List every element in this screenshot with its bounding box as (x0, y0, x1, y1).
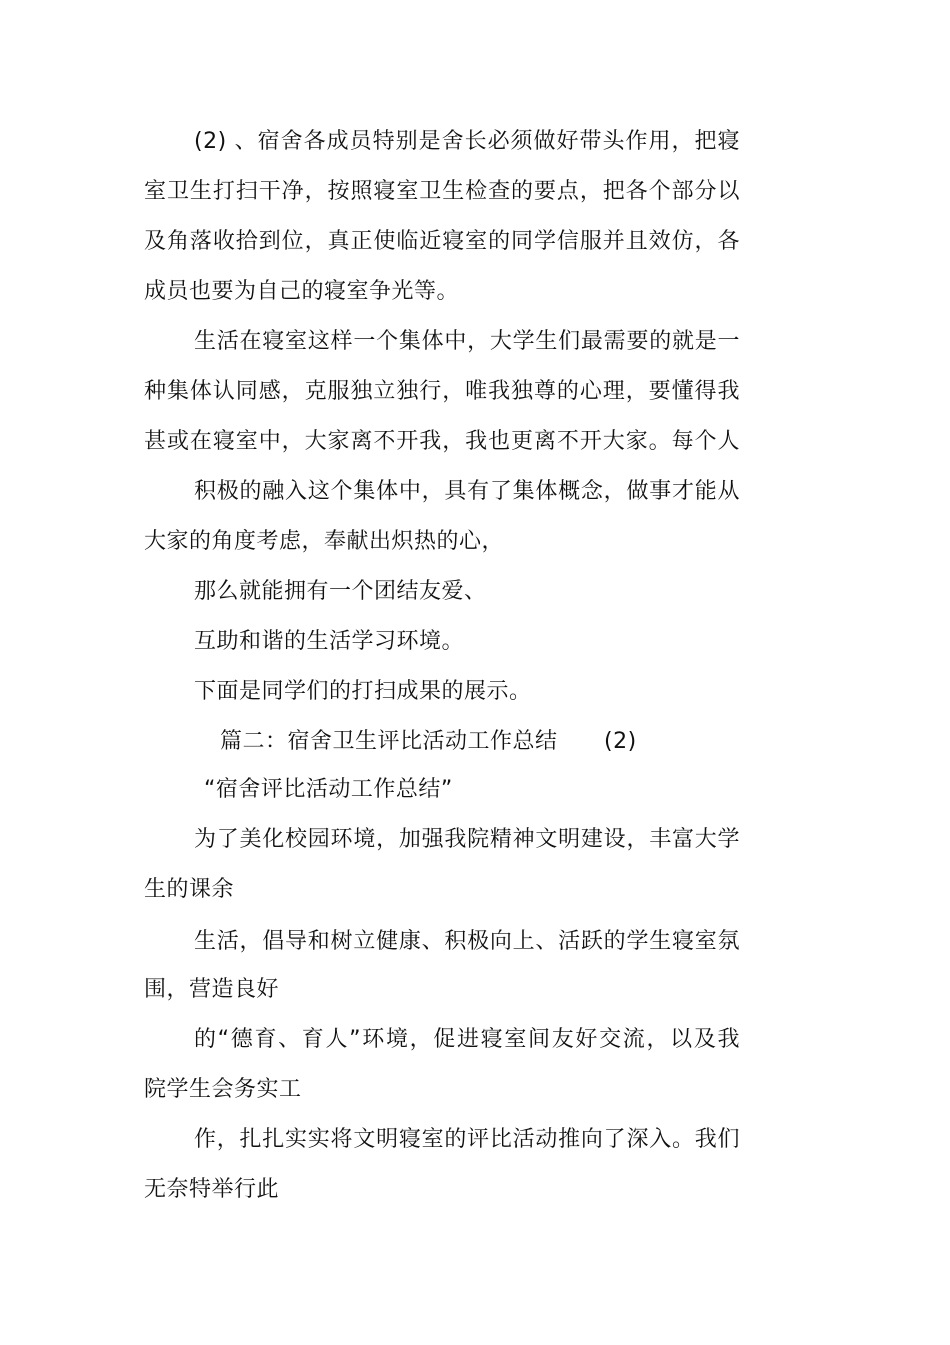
text-line: 那么就能拥有一个团结友爱、 (194, 579, 487, 604)
text-line: 及角落收拾到位，真正使临近寝室的同学信服并且效仿，各 (144, 229, 740, 254)
text-line: 生活，倡导和树立健康、积极向上、活跃的学生寝室氛 (194, 929, 740, 954)
text-line: 生的课余 (144, 877, 235, 902)
text-line: 作，扎扎实实将文明寝室的评比活动推向了深入。我们 (194, 1127, 740, 1152)
text-line: 甚或在寝室中，大家离不开我，我也更离不开大家。每个人 (144, 429, 740, 454)
text-line: 为了美化校园环境，加强我院精神文明建设，丰富大学 (194, 827, 740, 852)
text-line: 互助和谐的生活学习环境。 (194, 629, 465, 654)
text-line: 下面是同学们的打扫成果的展示。 (194, 679, 532, 704)
text-line: 无奈特举行此 (144, 1177, 280, 1202)
section-heading-number: (2) (604, 729, 637, 754)
text-line: 院学生会务实工 (144, 1077, 302, 1102)
quoted-title: “宿舍评比活动工作总结” (204, 777, 453, 802)
text-line: 的“德育、育人”环境，促进寝室间友好交流，以及我 (194, 1027, 740, 1052)
text-line: 成员也要为自己的寝室争光等。 (144, 279, 460, 304)
text-line: 室卫生打扫干净，按照寝室卫生检查的要点，把各个部分以 (144, 179, 740, 204)
text-line: 生活在寝室这样一个集体中，大学生们最需要的就是一 (194, 329, 740, 354)
text-line: 围，营造良好 (144, 977, 280, 1002)
text-line: 种集体认同感，克服独立独行，唯我独尊的心理，要懂得我 (144, 379, 740, 404)
text-line: 大家的角度考虑，奉献出炽热的心， (144, 529, 505, 554)
section-heading: 篇二：宿舍卫生评比活动工作总结 (220, 729, 558, 754)
text-line: (2) 、宿舍各成员特别是舍长必须做好带头作用，把寝 (194, 129, 740, 154)
text-line: 积极的融入这个集体中，具有了集体概念，做事才能从 (194, 479, 740, 504)
